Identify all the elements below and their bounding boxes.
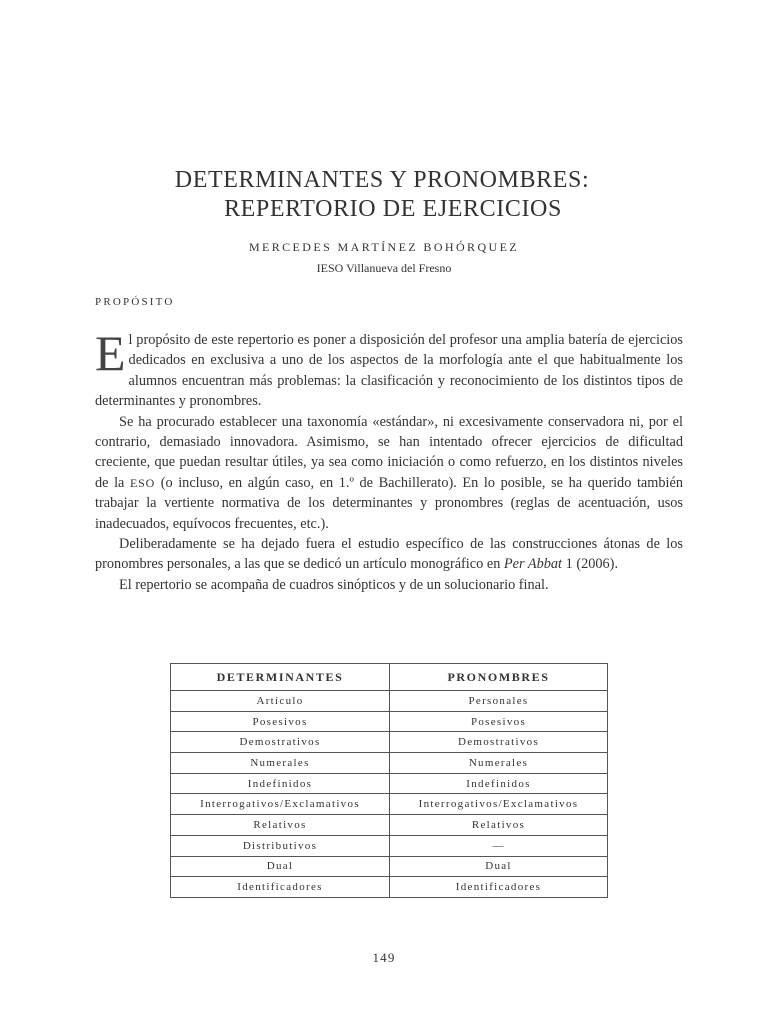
paragraph-3 — [95, 534, 683, 575]
determinante-cell: Distributivos — [171, 835, 390, 856]
table-row — [171, 877, 608, 898]
table-row — [171, 794, 608, 815]
table-row — [171, 711, 608, 732]
section-heading: PROPÓSITO — [95, 296, 175, 308]
determinante-cell: Relativos — [171, 815, 390, 836]
pronombre-cell: Personales — [390, 691, 608, 712]
pronombre-cell: Demostrativos — [390, 732, 608, 753]
title-line-2: REPERTORIO DE EJERCICIOS — [224, 196, 562, 222]
author-name: MERCEDES MARTÍNEZ BOHÓRQUEZ — [248, 240, 520, 254]
determinante-cell: Demostrativos — [171, 732, 390, 753]
determinante-cell: Interrogativos/Exclamativos — [171, 794, 390, 815]
pronombre-cell: Interrogativos/Exclamativos — [390, 794, 608, 815]
drop-cap: E — [95, 325, 126, 381]
body-text — [95, 325, 683, 595]
classification-table — [170, 663, 608, 898]
header-determinantes: DETERMINANTES — [171, 664, 390, 691]
paragraph-4: El repertorio se acompaña de cuadros sinópticos y de un solucionario final. — [119, 576, 549, 593]
journal-title: Per Abbat — [503, 556, 563, 573]
pronombre-cell: Posesivos — [390, 711, 608, 732]
table-row — [171, 835, 608, 856]
paragraph-1-text: l propósito de este repertorio es poner a disposición del profesor una amplia batería de ejercicios dedicados en exclusiva a uno de los aspectos de la morfología ante el que habitualmente los alumnos encuentran más problemas: la clasificación y reconocimiento de los distintos tipos de determinantes y pronombres. — [95, 332, 683, 410]
paragraph-2 — [95, 412, 683, 534]
determinante-cell: Artículo — [171, 691, 390, 712]
determinante-cell: Numerales — [171, 753, 390, 774]
pronombre-cell: Dual — [390, 856, 608, 877]
paragraph-2-text-a: Se ha procurado establecer una taxonomía «estándar», ni excesivamente conservadora ni, por el contrario, demasiado innovadora. Asimismo, se han intentado ofrecer ejercicios de dificultad creciente, que puedan resultar útiles, ya sea como iniciación o como refuerzo, en los distintos niveles de la — [95, 413, 683, 491]
pronombre-cell: Identificadores — [390, 877, 608, 898]
determinante-cell: Dual — [171, 856, 390, 877]
eso-abbrev: ESO — [130, 475, 156, 490]
pronombre-cell: Numerales — [390, 753, 608, 774]
table-row — [171, 691, 608, 712]
table-row — [171, 773, 608, 794]
table-row — [171, 815, 608, 836]
paper-title — [0, 166, 768, 224]
paragraph-1 — [95, 325, 683, 412]
table-row — [171, 732, 608, 753]
pronombre-cell: Indefinidos — [390, 773, 608, 794]
determinante-cell: Posesivos — [171, 711, 390, 732]
determinante-cell: Indefinidos — [171, 773, 390, 794]
table-header-row — [171, 664, 608, 691]
author-affiliation: IESO Villanueva del Fresno — [316, 261, 452, 275]
title-line-1: DETERMINANTES Y PRONOMBRES: — [174, 167, 590, 193]
determinante-cell: Identificadores — [171, 877, 390, 898]
paragraph-3-text-a: Deliberadamente se ha dejado fuera el estudio específico de las construcciones átonas de los pronombres personales, a las que se dedicó un artículo monográfico en — [95, 536, 683, 573]
table-row — [171, 753, 608, 774]
page-number: 149 — [372, 950, 396, 965]
paragraph-3-text-b: 1 (2006). — [562, 556, 619, 573]
pronombre-cell: Relativos — [390, 815, 608, 836]
header-pronombres: PRONOMBRES — [390, 664, 608, 691]
pronombre-cell: — — [390, 835, 608, 856]
paragraph-2-text-b: (o incluso, en algún caso, en 1.º de Bachillerato). En lo posible, se ha querido también trabajar la vertiente normativa de los determinantes y pronombres (reglas de acentuación, usos inadecuados, equívocos frecuentes, etc.). — [95, 474, 683, 532]
synoptic-table — [170, 663, 608, 898]
table-row — [171, 856, 608, 877]
